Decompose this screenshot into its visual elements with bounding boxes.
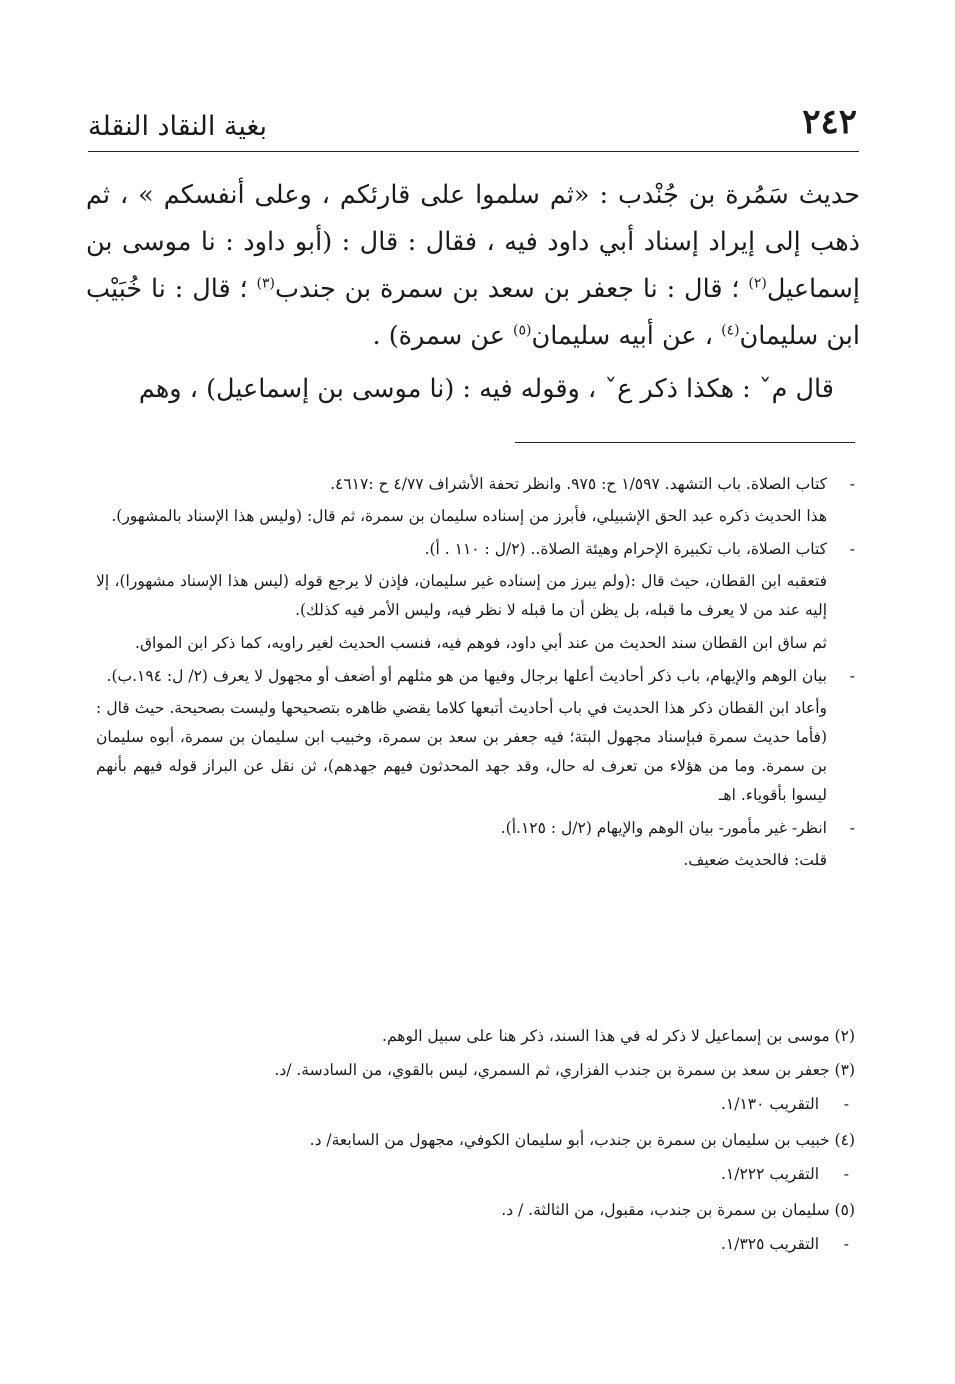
text-segment: ، عن أبيه سليمان: [531, 321, 722, 351]
footnote-text: كتاب الصلاة، باب تكبيرة الإحرام وهيئة الصلاة.. (٢/ل : ١١٠ . أ).: [424, 540, 827, 558]
text-segment: ؛ قال : نا جعفر بن سعد بن سمرة بن جندب: [274, 274, 749, 304]
dash-marker: -: [843, 1165, 849, 1183]
narrator-note: (٥) سليمان بن سمرة بن جندب، مقبول، من الثالثة. / د.: [501, 1201, 855, 1219]
citation-text: التقريب ١/٣٢٥.: [720, 1235, 819, 1253]
main-paragraph: [86, 172, 860, 360]
footnote-item: [96, 535, 855, 564]
footnote-comment: فتعقبه ابن القطان، حيث قال :(ولم يبرز من إسناده غير سليمان، فإذن لا يرجع قوله (ليس هذا الإسناد مشهورا)، إلا إليه عند من لا يعرف ما قبله، بل يظن أن ما قبله لا نظر فيه، وليس الأمر فيه كذلك).: [96, 572, 827, 619]
source-citation: [96, 1090, 855, 1119]
footnote-ref: (٥): [513, 322, 532, 339]
dash-marker: -: [849, 667, 855, 685]
dash-marker: -: [843, 1235, 849, 1253]
citation-text: التقريب ١/٢٢٢.: [720, 1165, 819, 1183]
dash-marker: -: [843, 1095, 849, 1113]
page-number: ٢٤٢: [802, 102, 857, 142]
page-header: [88, 92, 857, 142]
footnote-ref: (٣): [256, 275, 275, 292]
text-segment: ؛ قال : نا خُبَيْب ابن سليمان: [86, 274, 860, 351]
header-divider: [88, 151, 859, 152]
footnote-item: [96, 662, 855, 691]
source-citation: [96, 1160, 855, 1189]
dash-marker: -: [849, 540, 855, 558]
text-segment: عن سمرة) .: [372, 321, 514, 351]
footnote-text: بيان الوهم والإيهام، باب ذكر أحاديث أعلها برجال وفيها من هو مثلهم أو أضعف أو مجهول لا يعرف (٢/ ل: ١٩٤.ب).: [106, 667, 827, 685]
narrator-note: (٤) خبيب بن سليمان بن سمرة بن جندب، أبو سليمان الكوفي، مجهول من السابعة/ د.: [309, 1131, 855, 1149]
source-citation: [96, 1230, 855, 1259]
footnote-item: [96, 470, 855, 499]
main-text: [86, 172, 860, 413]
text-segment: حديث سَمُرة بن جُنْدب : «ثم سلموا على قارئكم ، وعلى أنفسكم » ، ثم ذهب إلى إيراد إسناد أبي داود فيه ، فقال : قال : (أبو داود : نا موسى بن إسماعيل: [86, 180, 860, 304]
narrator-notes: [96, 1022, 855, 1266]
footnote-text: كتاب الصلاة. باب التشهد. ١/٥٩٧ ح: ٩٧٥. وانظر تحفة الأشراف ٤/٧٧ ح :٤٦١٧.: [330, 475, 827, 493]
main-paragraph: قال مˇ : هكذا ذكر عˇ ، وقوله فيه : (نا موسى بن إسماعيل) ، وهم: [138, 374, 834, 404]
footnotes: [96, 470, 855, 879]
footnote-comment: وأعاد ابن القطان ذكر هذا الحديث في باب أحاديث أتبعها كلاما يقضي ظاهره بتصحيحها وليست بصحيحة. حيث قال : (فأما حديث سمرة فبإسناد مجهول البتة؛ فيه جعفر بن سعد بن سمرة، وخبيب ابن سليمان بن سمرة، أبوه سليمان بن سمرة. وما من هؤلاء من تعرف له حال، وقد جهد المحدثون فيهم جهدهم)، ثن نقل عن البراز قوله فيهم بأنهم ليسوا بأقوياء. اهـ: [96, 699, 827, 804]
narrator-note: (٢) موسى بن إسماعيل لا ذكر له في هذا السند، ذكر هنا على سبيل الوهم.: [382, 1027, 855, 1045]
footnote-comment: قلت: فالحديث ضعيف.: [683, 851, 827, 869]
running-title: بغية النقاد النقلة: [88, 111, 268, 142]
dash-marker: -: [849, 475, 855, 493]
dash-marker: -: [849, 819, 855, 837]
footnote-item: [96, 814, 855, 843]
footnote-comment: هذا الحديث ذكره عبد الحق الإشبيلي، فأبرز من إسناده سليمان بن سمرة، ثم قال: (وليس هذا الإسناد بالمشهور).: [111, 507, 827, 525]
footnote-divider: [515, 442, 855, 443]
citation-text: التقريب ١/١٣٠.: [720, 1095, 819, 1113]
footnote-ref: (٢): [748, 275, 767, 292]
footnote-comment: ثم ساق ابن القطان سند الحديث من عند أبي داود، فوهم فيه، فنسب الحديث لغير راويه، كما ذكر ابن المواق.: [135, 634, 827, 652]
narrator-note: (٣) جعفر بن سعد بن سمرة بن جندب الفزاري، ثم السمري، ليس بالقوي، من السادسة. /د.: [274, 1061, 855, 1079]
footnote-text: انظر- غير مأمور- بيان الوهم والإيهام (٢/ل : ١٢٥.أ).: [500, 819, 827, 837]
footnote-ref: (٤): [721, 322, 740, 339]
